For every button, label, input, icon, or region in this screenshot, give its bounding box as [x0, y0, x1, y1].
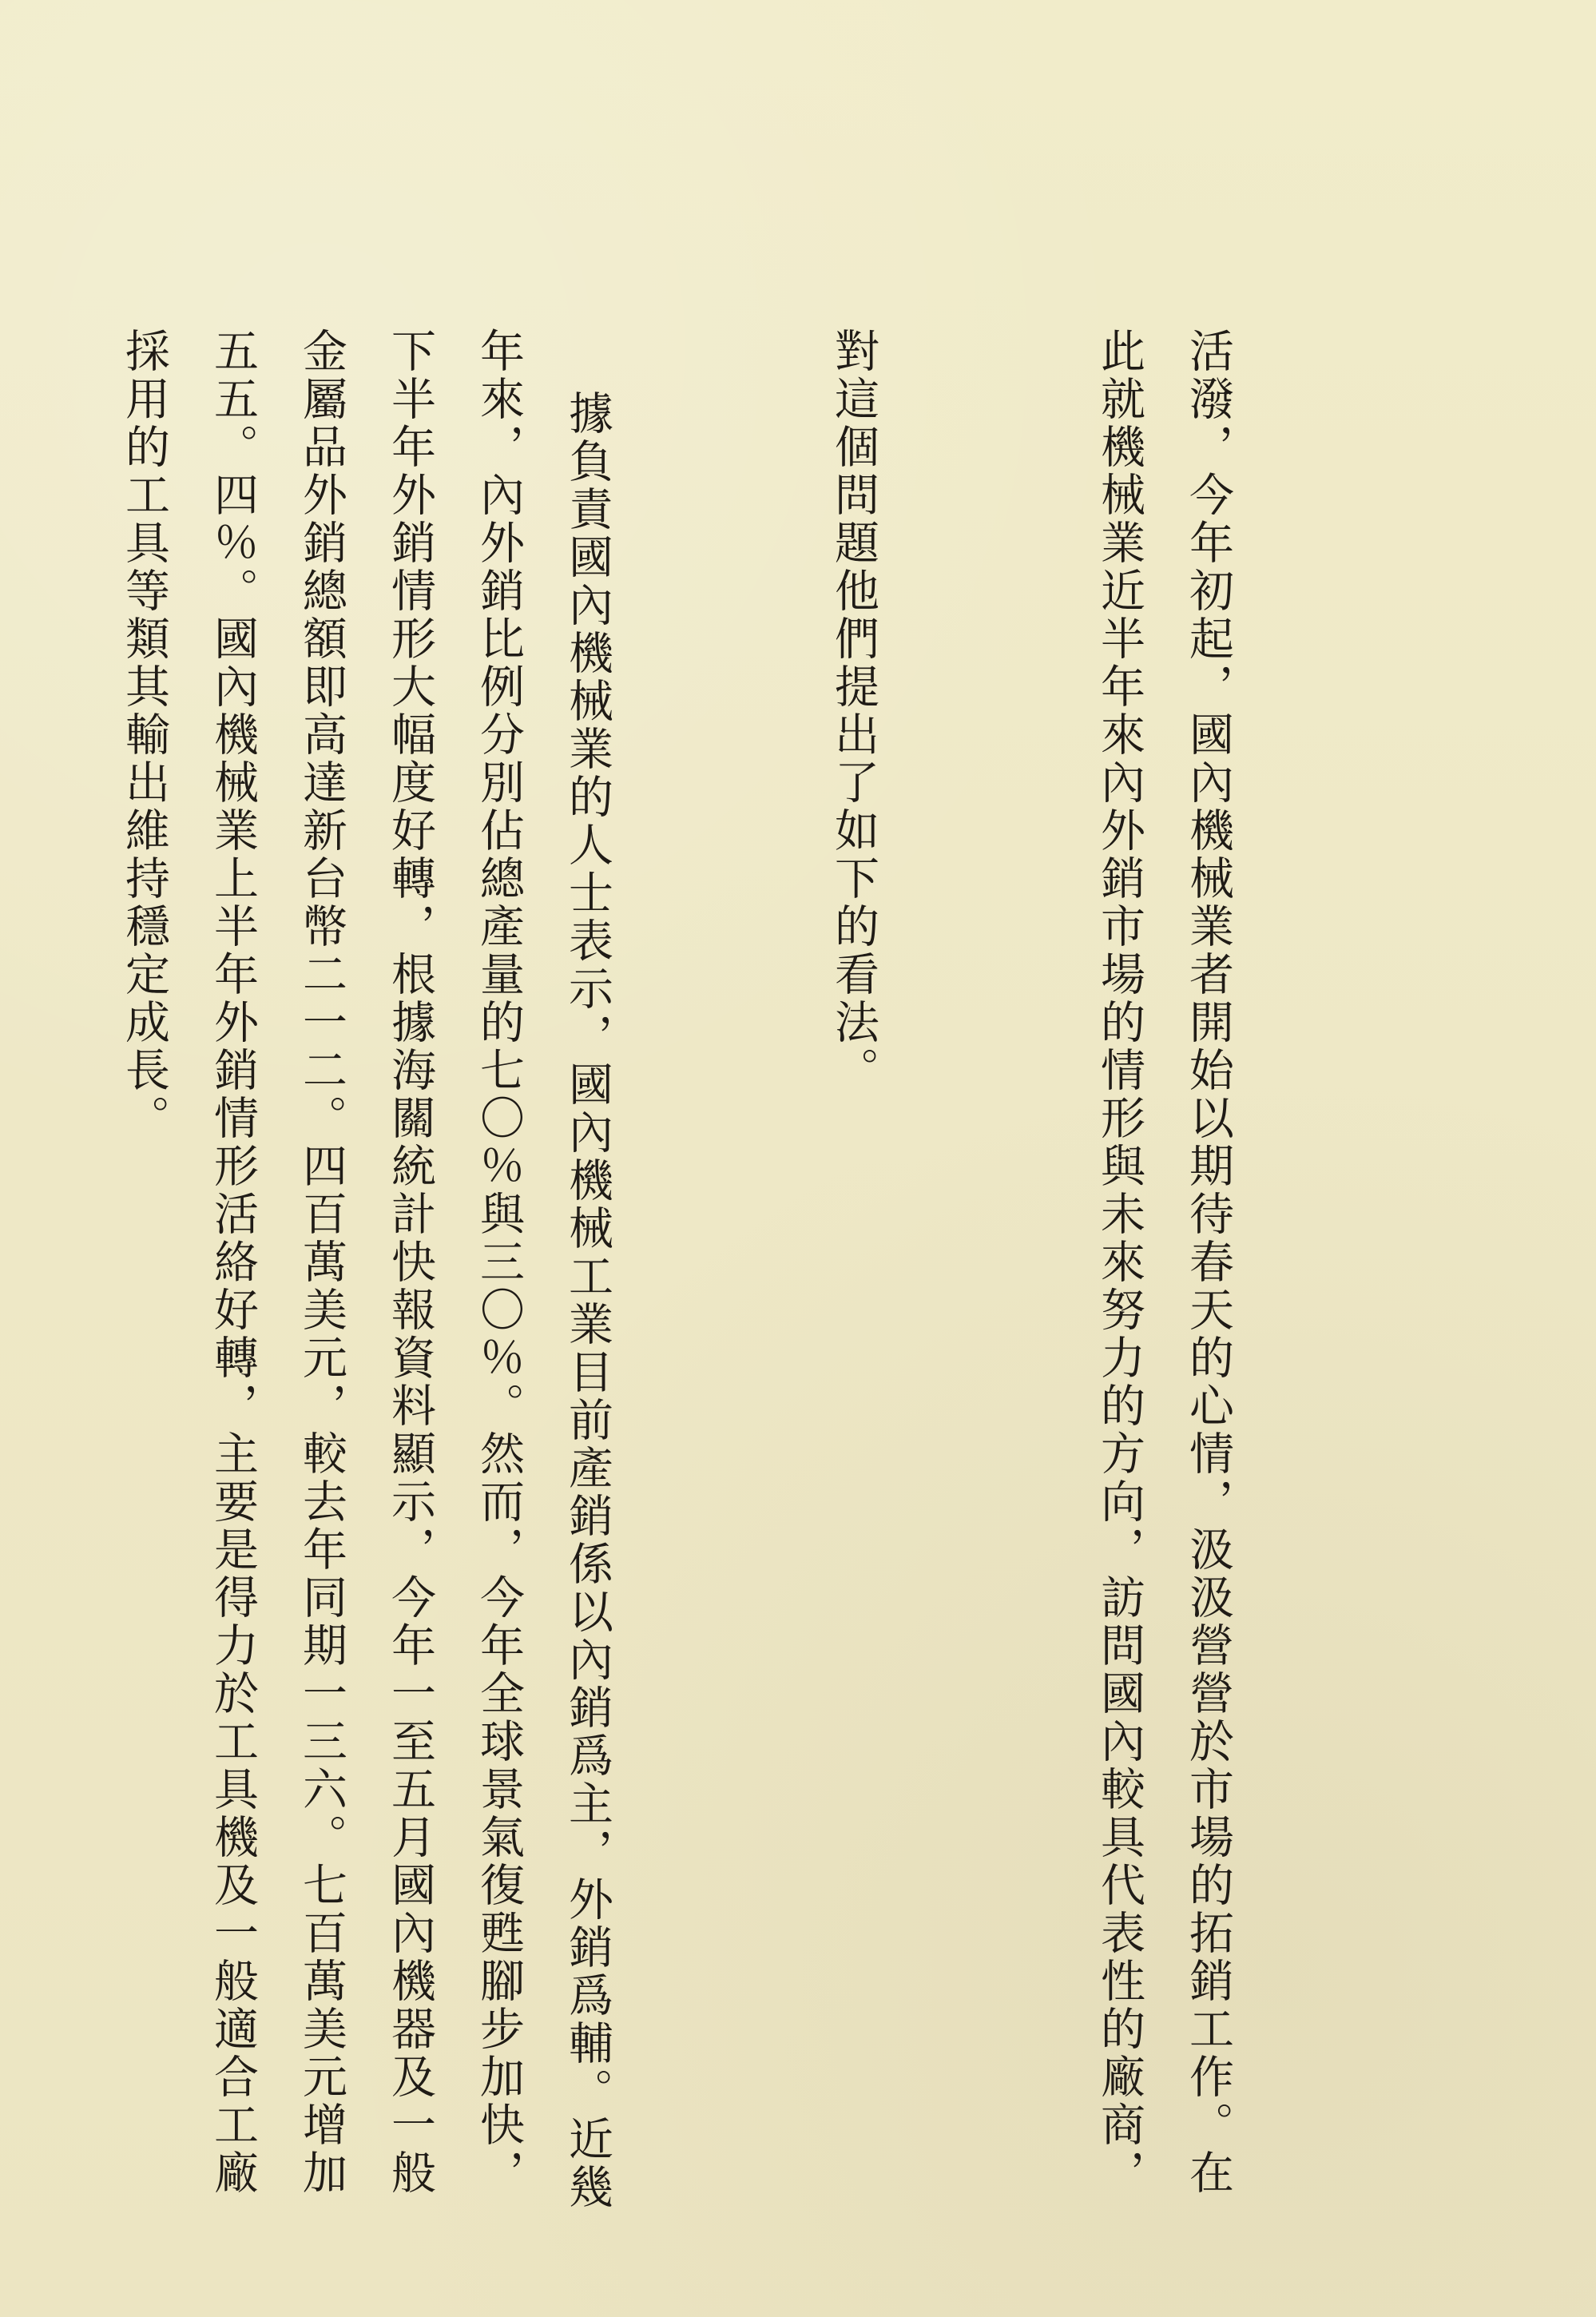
- paragraph-3: 據負責國內機械業的人士表示，國內機械工業目前產銷係以內銷爲主，外銷爲輔。近幾年來，內外銷比例分別佔總產量的七〇％與三〇％。然而，今年全球景氣復甦腳步加快，下半年外銷情形大幅度好轉，根據海關統計快報資料顯示，今年一至五月國內機器及一般金屬品外銷總額即高達新台幣二一二。四百萬美元，較去年同期一三六。七百萬美元增加五五。四％。國內機械業上半年外銷情形活絡好轉，主要是得力於工具機及一般適合工廠採用的工具等類其輸出維持穩定成長。: [118, 328, 613, 2212]
- paragraph-2: 對這個問題他們提出了如下的看法。: [828, 328, 879, 1095]
- paragraph-1: 活潑，今年初起，國內機械業者開始以期待春天的心情，汲汲營營於市場的拓銷工作。在此就機械業近半年來內外銷市場的情形與未來努力的方向，訪問國內較具代表性的廠商，: [1094, 328, 1234, 2197]
- vertical-text-block: [72, 328, 1430, 2221]
